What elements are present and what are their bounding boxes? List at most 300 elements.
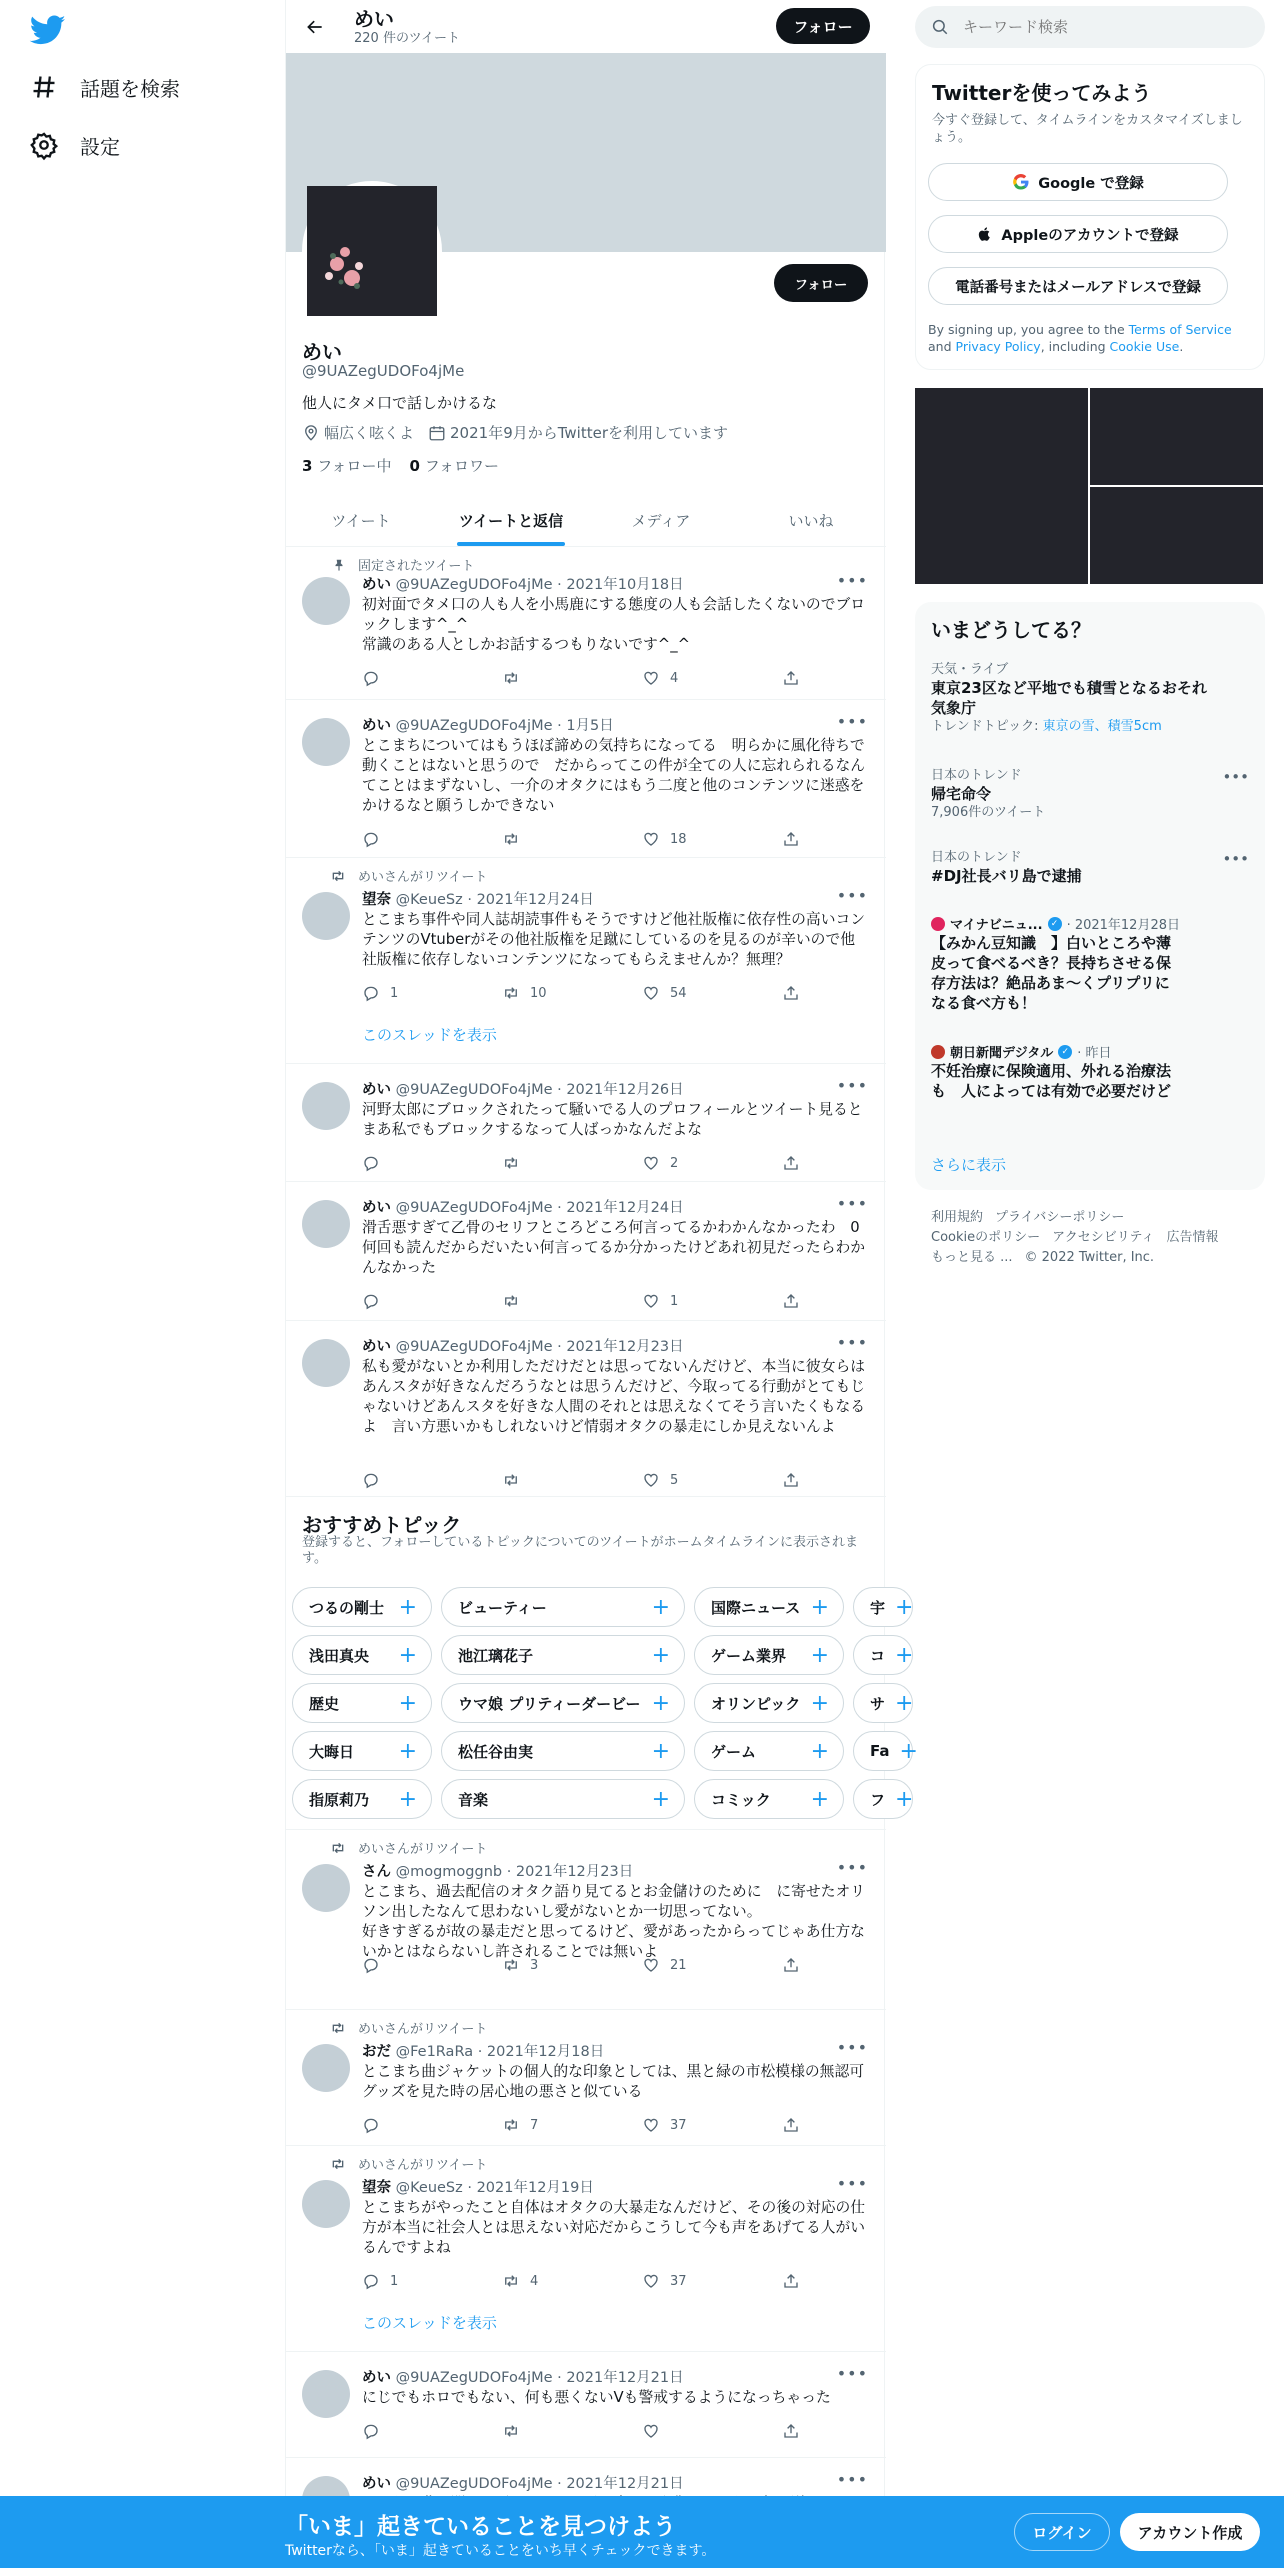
followers-link[interactable]: 0 フォロワー [409,457,499,475]
topics-subtitle: 登録すると、フォローしているトピックについてのツイートがホームタイムラインに表示されます。 [302,1535,859,1566]
profile-avatar[interactable] [302,181,442,321]
share-button[interactable] [782,830,802,848]
author-name[interactable]: さん [362,1864,391,1880]
reply-button[interactable] [362,984,472,1002]
author-name[interactable]: 望奈 [362,892,391,908]
tweet-handle-time[interactable]: @9UAZegUDOFo4jMe · 2021年12月23日 [395,1339,684,1355]
tweet-text: とこまちがやったこと自体はオタクの大暴走なんだけど、その後の対応の仕方が本当に社会人とは思えない対応だからこうして今も声をあげてる人がいるんですよね [362,2199,866,2256]
tweet-handle-time[interactable]: @9UAZegUDOFo4jMe · 1月5日 [395,718,614,734]
heart-icon [642,2272,660,2290]
create-account-button[interactable]: アカウント作成 [1120,2513,1260,2551]
social-context-label: めいさんがリツイート [358,870,488,885]
topic-label: 宇 [870,1598,886,1617]
retweet-button[interactable] [502,1956,612,1974]
more-options-icon[interactable]: ••• [836,2174,868,2193]
reply-button[interactable] [362,2422,472,2440]
tab-tweets[interactable]: ツイート [331,511,391,530]
topic-chip[interactable] [853,1779,913,1819]
search-input[interactable] [963,18,1243,36]
banner-title: 「いま」起きていることを見つけよう [285,2514,676,2540]
footer-link[interactable]: 利用規約 [931,1210,984,1225]
topic-chip[interactable] [853,1683,913,1723]
like-button[interactable] [642,830,752,848]
trends-title: いまどうしてる？ [931,618,1091,642]
reply-icon [362,830,380,848]
media-thumbnail[interactable] [1090,487,1263,584]
reply-button[interactable] [362,1471,472,1489]
copyright: © 2022 Twitter, Inc. [1024,1250,1155,1265]
heart-icon [642,830,660,848]
share-button[interactable] [782,2116,802,2134]
topic-label: 浅田真央 [309,1646,370,1665]
profile-follow-stats [302,455,499,476]
tweet-social-context [328,1838,487,1857]
share-button[interactable] [782,2422,802,2440]
plus-icon: + [398,1738,417,1764]
signup-title: Twitterを使ってみよう [932,81,1152,105]
share-button[interactable] [782,1292,802,1310]
tweet-social-context [328,866,487,885]
topic-chip[interactable] [441,1779,685,1819]
share-icon [782,669,800,687]
tweet-handle-time[interactable]: @KeueSz · 2021年12月19日 [395,2180,594,2196]
author-name[interactable]: めい [362,718,391,734]
gear-icon [30,131,58,159]
tweet-actions [362,669,802,687]
heart-icon [642,2116,660,2134]
retweet-icon [502,1956,520,1974]
tweet-text: とこまち曲ジャケットの個人的な印象としては、黒と緑の市松模様の無認可グッズを見た時の居心地の悪さと似ている [362,2063,865,2100]
left-navigation [0,0,285,2568]
topic-label: 大晦日 [309,1742,355,1761]
like-count: 1 [670,1293,679,1309]
footer-link[interactable]: 広告情報 [1166,1230,1219,1245]
tweet[interactable] [286,1064,886,1182]
avatar[interactable] [302,2370,350,2418]
topic-label: 音楽 [458,1790,489,1809]
tweet-handle-time[interactable]: @9UAZegUDOFo4jMe · 2021年10月18日 [395,577,684,593]
tweet-actions [362,830,802,848]
profile-meta [302,422,728,443]
topic-chip[interactable] [694,1731,844,1771]
nav-explore-label: 話題を検索 [80,76,180,101]
plus-icon: + [651,1738,670,1764]
share-icon [782,1292,800,1310]
plus-icon: + [810,1786,829,1812]
news-source: マイナビニュ... [950,918,1043,933]
news-source-logo [931,917,945,931]
more-options-icon[interactable]: ••• [836,1076,868,1095]
news-title: 不妊治療に保険適用、外れる治療法も 人によっては有効で必要だけど [931,1062,1172,1100]
retweet-icon [502,2116,520,2134]
retweet-count: 10 [530,985,547,1001]
reply-button[interactable] [362,669,472,687]
trend-sub-prefix: トレンドトピック: [931,719,1043,734]
tweet-actions [362,1292,802,1310]
topic-chip[interactable] [694,1779,844,1819]
like-button[interactable] [642,1154,752,1172]
reply-icon [362,2422,380,2440]
share-button[interactable] [782,1154,802,1172]
retweet-icon [502,2272,520,2290]
plus-icon: + [810,1738,829,1764]
news-item[interactable] [931,1042,1249,1101]
hashtag-icon [30,73,58,101]
main-column [285,0,918,2568]
trend-item[interactable] [931,662,1249,735]
heart-icon [642,984,660,1002]
retweet-button[interactable] [502,984,612,1002]
trend-category: 日本のトレンド [931,850,1022,865]
trend-name: #DJ社長バリ島で逮捕 [931,867,1082,885]
tweet-text: 滑舌悪すぎて乙骨のセリフところどころ何言ってるかわかんなかったわ 0何回も読んだからだいたい何言ってるか分かったけどあれ初見だったらわかんなかった [362,1219,866,1276]
news-source: 朝日新聞デジタル [950,1046,1054,1061]
avatar[interactable] [302,1082,350,1130]
like-button[interactable] [642,1471,752,1489]
tweet-text: 私も愛がないとか利用しただけだとは思ってないんだけど、本当に彼女らはあんスタが好きなんだろうなとは思うんだけど、今取ってる行動がとてもじゃないけどあんスタを好きな人間のそれとは思えなくてそう言いたくもなるよ 言い方悪いかもしれないけど情弱オタクの暴走にしか見えないんよ [362,1358,866,1435]
topic-chip[interactable] [441,1635,685,1675]
tweet[interactable] [286,2352,886,2458]
topic-chip[interactable] [441,1731,685,1771]
retweet-button[interactable] [502,1292,612,1310]
share-icon [782,1471,800,1489]
retweet-button[interactable] [502,2116,612,2134]
plus-icon: + [398,1786,417,1812]
tab-media[interactable]: メディア [631,511,691,530]
retweet-button[interactable] [502,1154,612,1172]
reply-button[interactable] [362,2116,472,2134]
tweet[interactable] [286,1830,886,2010]
reply-button[interactable] [362,2272,472,2290]
tweet-text: とこまちについてはもうほぼ諦めの気持ちになってる 明らかに風化待ちで動くことはないと思うので だからってこの件が全ての人に忘れられるなんてことはまずないし、一介のオタクにはもう二度と他のコンテンツに迷惑をかけるなと願うしかできない [362,737,866,814]
google-signup-label: Google で登録 [1038,175,1144,192]
like-button[interactable] [642,1956,752,1974]
nav-settings[interactable] [30,120,120,170]
heart-icon [642,669,660,687]
tweet-header [362,1335,684,1356]
retweet-icon [502,669,520,687]
more-options-icon[interactable]: ••• [836,886,868,905]
topic-label: フ [870,1790,886,1809]
phone-email-signup-button[interactable]: 電話番号またはメールアドレスで登録 [928,267,1228,305]
signup-subtitle: 今すぐ登録して、タイムラインをカスタマイズしましょう。 [932,113,1243,145]
trend-item[interactable] [931,768,1249,821]
avatar[interactable] [302,2044,350,2092]
back-button[interactable] [298,10,332,44]
retweet-count: 3 [530,1957,539,1973]
tweet-header [362,1860,633,1881]
tweet-actions [362,1956,802,1974]
author-name[interactable]: めい [362,1082,391,1098]
tweet-actions [362,984,802,1002]
plus-icon: + [895,1594,914,1620]
more-options-icon[interactable]: ••• [836,1858,868,1877]
signup-card [915,64,1265,370]
news-time: · 昨日 [1077,1046,1112,1061]
more-options-icon[interactable]: ••• [836,1333,868,1352]
topic-chip[interactable] [694,1587,844,1627]
like-count: 5 [670,1472,679,1488]
search-icon [931,18,949,36]
like-count: 18 [670,831,687,847]
topic-chip[interactable] [441,1683,685,1723]
retweet-count: 7 [530,2117,539,2133]
news-item[interactable] [931,914,1249,1013]
reply-button[interactable] [362,1154,472,1172]
reply-icon [362,669,380,687]
plus-icon: + [810,1594,829,1620]
footer-links [931,1208,1261,1268]
avatar[interactable] [302,1339,350,1387]
share-icon [782,2272,800,2290]
retweet-button[interactable] [502,2422,612,2440]
following-link[interactable]: 3 フォロー中 [302,457,392,475]
tweet-handle-time[interactable]: @9UAZegUDOFo4jMe · 2021年12月24日 [395,1200,684,1216]
tweet-text: とこまち、過去配信のオタク語り見てるとお金儲けのために に寄せたオリソン出したなんて思わないし愛がないとか一切思ってない。 好きすぎるが故の暴走だと思ってるけど、愛があったからってじゃあ仕方ないかとはならないし許されることでは無いよ [362,1883,866,1960]
topic-chip[interactable] [292,1683,432,1723]
tweet-handle-time[interactable]: @9UAZegUDOFo4jMe · 2021年12月21日 [395,2476,684,2492]
share-button[interactable] [782,1956,802,1974]
share-button[interactable] [782,984,802,1002]
author-name[interactable]: めい [362,1339,391,1355]
more-options-icon[interactable]: ••• [836,2038,868,2057]
author-name[interactable]: めい [362,1200,391,1216]
media-thumbnail[interactable] [1090,388,1263,485]
tweet-handle-time[interactable]: @Fe1RaRa · 2021年12月18日 [395,2044,605,2060]
tweet[interactable] [286,1182,886,1321]
topic-label: つるの剛士 [309,1598,385,1617]
apple-signup-button[interactable] [928,215,1228,253]
author-name[interactable]: 望奈 [362,2180,391,2196]
topic-label: ゲーム [711,1742,757,1761]
author-name[interactable]: めい [362,2370,391,2386]
tab-likes[interactable]: いいね [788,511,834,530]
share-icon [782,1154,800,1172]
footer-link[interactable]: Cookieのポリシー [931,1230,1041,1245]
search-box[interactable] [915,6,1265,48]
topic-chip[interactable] [292,1587,432,1627]
tweet-header [362,888,594,909]
topic-label: コミック [711,1790,771,1809]
header-follow-button[interactable]: フォロー [776,8,870,44]
topic-chip[interactable] [292,1731,432,1771]
share-icon [782,1956,800,1974]
twitter-logo-icon[interactable] [30,12,66,48]
share-button[interactable] [782,669,802,687]
plus-icon: + [895,1642,914,1668]
like-button[interactable] [642,984,752,1002]
topic-chip[interactable] [694,1683,844,1723]
header-tweet-count: 220 件のツイート [354,30,461,46]
tweet-header [362,714,614,735]
profile-header-bar [286,0,886,53]
more-options-icon[interactable]: ••• [1222,768,1249,786]
pin-icon [328,558,346,572]
plus-icon: + [398,1690,417,1716]
tweet-header [362,1078,684,1099]
retweet-icon [502,1154,520,1172]
tweet-header [362,1196,684,1217]
retweet-icon [328,868,346,884]
trend-name: 東京23区など平地でも積雪となるおそれ 気象庁 [931,679,1207,717]
apple-signup-label: Appleのアカウントで登録 [1001,227,1179,244]
verified-badge-icon: ✓ [1058,1045,1072,1059]
heart-icon [642,1471,660,1489]
tweet-handle-time[interactable]: @9UAZegUDOFo4jMe · 2021年12月21日 [395,2370,684,2386]
google-signup-button[interactable] [928,163,1228,201]
retweet-button[interactable] [502,830,612,848]
topic-chip[interactable] [853,1587,913,1627]
nav-explore[interactable] [30,62,180,112]
tweet[interactable] [286,700,886,858]
plus-icon: + [895,1786,914,1812]
tweet[interactable] [286,858,886,1064]
terms-link[interactable]: Terms of Service [1128,322,1232,337]
reply-button[interactable] [362,1292,472,1310]
trend-category: 日本のトレンド [931,768,1022,783]
show-more-link[interactable]: さらに表示 [931,1156,1007,1174]
tweet-actions [362,2422,802,2440]
reply-button[interactable] [362,1956,472,1974]
author-name[interactable]: おだ [362,2044,391,2060]
tweet[interactable] [286,1321,886,1497]
plus-icon: + [398,1594,417,1620]
signup-banner [0,2496,1284,2568]
tweet-handle-time[interactable]: @mogmoggnb · 2021年12月23日 [395,1864,634,1880]
login-button[interactable]: ログイン [1014,2513,1110,2551]
topic-label: 国際ニュース [711,1598,801,1617]
plus-icon: + [810,1690,829,1716]
arrow-left-icon [305,17,325,37]
topic-chip[interactable] [853,1635,913,1675]
retweet-icon [502,1292,520,1310]
author-name[interactable]: めい [362,2476,391,2492]
heart-icon [642,1956,660,1974]
reply-icon [362,1956,380,1974]
recommended-topics [286,1497,918,1830]
author-name[interactable]: めい [362,577,391,593]
profile-name: めい [302,340,342,364]
tweet-header [362,2040,604,2061]
news-time: · 2021年12月28日 [1066,918,1180,933]
reply-icon [362,1292,380,1310]
media-thumbnail[interactable] [915,388,1088,584]
more-options-icon[interactable]: ••• [836,571,868,590]
topic-label: 松任谷由実 [458,1742,534,1761]
plus-icon: + [398,1642,417,1668]
trend-count: 7,906件のツイート [931,805,1046,820]
tab-tweets-and-replies[interactable]: ツイートと返信 [436,494,586,546]
tweet-actions [362,1471,802,1489]
trends-card [915,602,1265,1190]
trend-item[interactable] [931,850,1249,886]
like-button[interactable] [642,669,752,687]
avatar[interactable] [302,577,350,625]
retweet-count: 4 [530,2273,539,2289]
like-button[interactable] [642,2422,752,2440]
like-count: 37 [670,2273,687,2289]
topic-label: ゲーム業界 [711,1646,787,1665]
avatar[interactable] [302,2180,350,2228]
like-button[interactable] [642,1292,752,1310]
avatar[interactable] [302,892,350,940]
social-context-label: めいさんがリツイート [358,2022,488,2037]
show-thread-link[interactable]: このスレッドを表示 [362,2314,497,2332]
reply-icon [362,2272,380,2290]
avatar[interactable] [302,1864,350,1912]
show-thread-link[interactable]: このスレッドを表示 [362,1026,497,1044]
share-button[interactable] [782,1471,802,1489]
tweet-header [362,2472,684,2493]
like-button[interactable] [642,2116,752,2134]
topic-label: ビューティー [458,1598,547,1617]
profile-follow-button[interactable]: フォロー [774,264,868,302]
reply-count: 1 [390,985,399,1001]
topic-chip[interactable] [694,1635,844,1675]
reply-button[interactable] [362,830,472,848]
verified-badge-icon: ✓ [1048,917,1062,931]
like-count: 2 [670,1155,679,1171]
social-context-label: めいさんがリツイート [358,2158,488,2173]
avatar[interactable] [302,718,350,766]
like-button[interactable] [642,2272,752,2290]
share-button[interactable] [782,2272,802,2290]
more-options-icon[interactable]: ••• [1222,850,1249,868]
topic-chip[interactable] [292,1779,432,1819]
retweet-button[interactable] [502,669,612,687]
more-options-icon[interactable]: ••• [836,2470,868,2489]
privacy-link[interactable]: Privacy Policy [955,339,1041,354]
topic-chip[interactable] [292,1635,432,1675]
footer-link[interactable]: アクセシビリティ [1052,1230,1155,1245]
tweet-handle-time[interactable]: @KeueSz · 2021年12月24日 [395,892,594,908]
footer-link[interactable]: プライバシーポリシー [995,1210,1125,1225]
more-options-icon[interactable]: ••• [836,2364,868,2383]
calendar-icon [428,424,446,442]
plus-icon: + [651,1690,670,1716]
more-options-icon[interactable]: ••• [836,712,868,731]
retweet-button[interactable] [502,2272,612,2290]
retweet-button[interactable] [502,1471,612,1489]
tweet[interactable] [286,2146,886,2352]
apple-icon [977,226,993,242]
tweet-handle-time[interactable]: @9UAZegUDOFo4jMe · 2021年12月26日 [395,1082,684,1098]
topic-label: 池江璃花子 [458,1646,534,1665]
retweet-icon [328,1840,346,1856]
topic-label: 指原莉乃 [309,1790,370,1809]
cookie-link[interactable]: Cookie Use [1109,339,1180,354]
retweet-icon [328,2020,346,2036]
nav-settings-label: 設定 [80,134,120,159]
media-grid [915,388,1265,584]
avatar[interactable] [302,1200,350,1248]
location-pin-icon [302,424,320,442]
reply-icon [362,2116,380,2134]
footer-more-link[interactable]: もっと見る ... [931,1250,1013,1265]
tweet-text: とこまち事件や同人誌胡読事件もそうですけど他社版権に依存性の高いコンテンツのVtuberがその他社版権を足蹴にしているのを見るのが辛いので他社版権に依存しないコンテンツになってもらえませんか？無理？ [362,911,866,968]
trend-topic-link[interactable]: 東京の雪、積雪5cm [1042,719,1162,734]
share-icon [782,984,800,1002]
topic-chip[interactable] [853,1731,918,1771]
topic-chip[interactable] [441,1587,685,1627]
tweet[interactable] [286,2010,886,2146]
tweet-actions [362,2116,802,2134]
topic-label: コ [870,1646,886,1665]
signup-legal-text: By signing up, you agree to the Terms of Service and Privacy Policy, including Cookie Use. [928,322,1232,354]
more-options-icon[interactable]: ••• [836,1194,868,1213]
tweet[interactable] [286,547,886,700]
profile-joined: 2021年9月からTwitterを利用しています [450,424,729,442]
